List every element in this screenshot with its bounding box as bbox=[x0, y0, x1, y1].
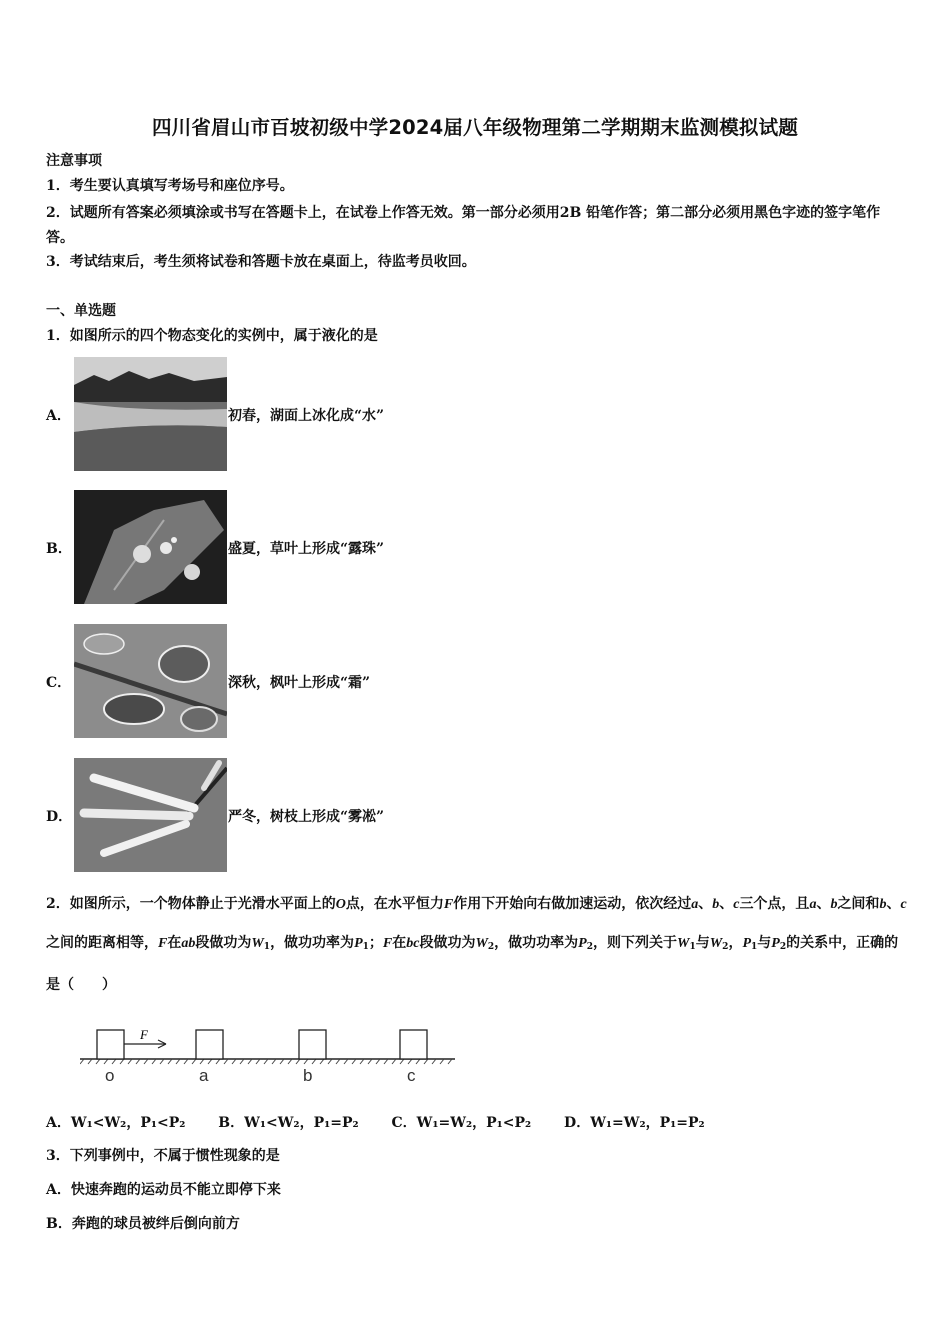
choice-letter: D． bbox=[564, 1115, 591, 1131]
choice-letter: A． bbox=[46, 1115, 71, 1131]
notice-heading: 注意事项 bbox=[46, 153, 102, 169]
option-text: 深秋，枫叶上形成“霜” bbox=[228, 675, 371, 691]
option-letter: A． bbox=[46, 408, 71, 424]
q1-stem: 1．如图所示的四个物态变化的实例中，属于液化的是 bbox=[46, 328, 378, 344]
choice-w: W₁<W₂ bbox=[70, 1115, 127, 1131]
q1-option-d bbox=[46, 758, 646, 874]
block-b bbox=[299, 1030, 326, 1059]
notice-item-2: 2．试题所有答案必须填涂或书写在答题卡上，在试卷上作答无效。第一部分必须用2B 铅笔作答；第二部分必须用黑色字迹的签字笔作答。 bbox=[46, 205, 881, 246]
choice-p: P₁=P₂ bbox=[659, 1115, 705, 1131]
option-text: 严冬，树枝上形成“雾凇” bbox=[228, 809, 385, 825]
option-text: 盛夏，草叶上形成“露珠” bbox=[228, 541, 385, 557]
q1-option-a bbox=[46, 357, 646, 473]
q1-option-c bbox=[46, 624, 646, 740]
option-letter: C． bbox=[46, 675, 72, 691]
notice-item-3: 3．考试结束后，考生须将试卷和答题卡放在桌面上，待监考员收回。 bbox=[46, 254, 476, 270]
frozen-lake-photo bbox=[74, 357, 227, 471]
q2-choice-d: D．W₁=W₂，P₁=P₂ bbox=[564, 1115, 705, 1131]
q3-option-a: A．快速奔跑的运动员不能立即停下来 bbox=[46, 1182, 281, 1198]
choice-p: P₁<P₂ bbox=[140, 1115, 186, 1131]
choice-p: P₁<P₂ bbox=[486, 1115, 532, 1131]
motion-diagram bbox=[80, 1024, 460, 1089]
option-text: 初春，湖面上冰化成“水” bbox=[228, 408, 385, 424]
choice-w: W₁<W₂ bbox=[244, 1115, 300, 1131]
page-title: 四川省眉山市百坡初级中学2024届八年级物理第二学期期末监测模拟试题 bbox=[151, 116, 799, 139]
q1-option-b bbox=[46, 490, 646, 606]
q2-choices bbox=[46, 1112, 733, 1132]
frost-on-leaf-photo bbox=[74, 624, 227, 738]
choice-letter: C． bbox=[391, 1115, 417, 1131]
q2-choice-c: C．W₁=W₂，P₁<P₂ bbox=[391, 1115, 532, 1131]
q3-option-b: B．奔跑的球员被绊后倒向前方 bbox=[46, 1216, 240, 1232]
point-label-o: o bbox=[105, 1066, 115, 1085]
point-label-c: c bbox=[407, 1066, 416, 1085]
point-label-a: a bbox=[199, 1066, 209, 1085]
rime-on-branch-photo bbox=[74, 758, 227, 872]
q2-stem: 2．如图所示，一个物体静止于光滑水平面上的O点，在水平恒力F作用下开始向右做加速运动，依次经过a、b、c三个点，且a、b之间和b、c之间的距离相等，F在ab段做功为$W_1$，做功功率为$P_1$；F在bc段做功为$W_2$，做功功率为$P_2$，则下列关于$W_1$与$W_2$，$P_1$与$P_2$的关系中，正确的是（ ） bbox=[46, 896, 907, 993]
option-letter: B． bbox=[46, 541, 72, 557]
choice-p: P₁=P₂ bbox=[313, 1115, 359, 1131]
dew-on-leaf-photo bbox=[74, 490, 227, 604]
q3-stem: 3．下列事例中，不属于惯性现象的是 bbox=[46, 1148, 280, 1164]
force-label: F bbox=[140, 1027, 148, 1042]
block-o bbox=[97, 1030, 124, 1059]
block-c bbox=[400, 1030, 427, 1059]
q2-choice-a: A．W₁<W₂，P₁<P₂ bbox=[46, 1115, 186, 1131]
point-label-b: b bbox=[303, 1066, 313, 1085]
q2-choice-b: B．W₁<W₂，P₁=P₂ bbox=[218, 1115, 359, 1131]
choice-w: W₁=W₂ bbox=[416, 1115, 473, 1131]
section-heading: 一、单选题 bbox=[46, 303, 116, 319]
choice-letter: B． bbox=[218, 1115, 245, 1131]
option-letter: D． bbox=[46, 809, 73, 825]
block-a bbox=[196, 1030, 223, 1059]
q2-number: 2． bbox=[46, 896, 70, 912]
choice-w: W₁=W₂ bbox=[590, 1115, 646, 1131]
notice-item-1: 1．考生要认真填写考场号和座位序号。 bbox=[46, 178, 294, 194]
